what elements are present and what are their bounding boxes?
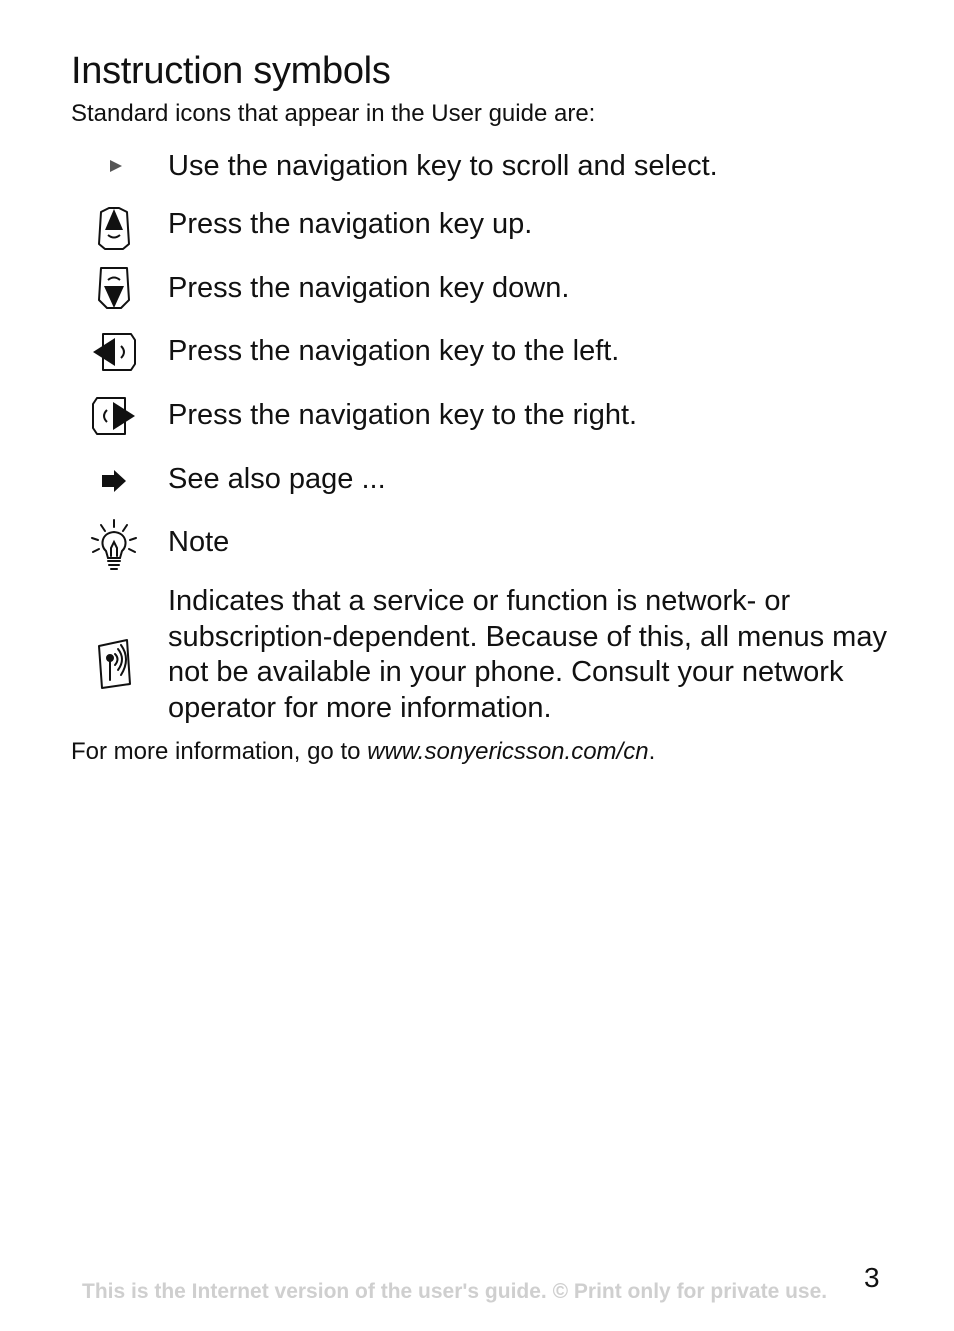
- symbol-text: Press the navigation key to the right.: [168, 399, 638, 431]
- intro-text: Standard icons that appear in the User guide are:: [71, 100, 596, 127]
- more-info-prefix: For more information, go to: [71, 738, 368, 765]
- page-number: 3: [864, 1262, 880, 1293]
- symbol-text: Press the navigation key to the left.: [168, 335, 620, 367]
- nav-key-left-icon: [84, 330, 144, 374]
- select-arrow-icon: [84, 156, 144, 176]
- nav-key-up-icon: [84, 204, 144, 252]
- symbol-text: Note: [168, 526, 230, 558]
- symbol-text: Press the navigation key up.: [168, 208, 533, 240]
- nav-key-down-icon: [84, 264, 144, 312]
- network-service-icon: [84, 636, 144, 690]
- lightbulb-note-icon: [84, 518, 144, 572]
- more-info-text: [71, 738, 655, 766]
- symbol-text: Press the navigation key down.: [168, 272, 570, 304]
- symbol-text: Use the navigation key to scroll and select.: [168, 150, 718, 182]
- page-title: Instruction symbols: [71, 50, 391, 92]
- symbol-text: Indicates that a service or function is network- or subscription-dependent. Because of this, all menus may not be available in your phone. Consult your network operator for more information.: [168, 585, 887, 724]
- nav-key-right-icon: [84, 394, 144, 438]
- more-info-suffix: .: [648, 738, 656, 765]
- website-link[interactable]: www.sonyericsson.com/cn: [367, 738, 649, 765]
- symbol-text: See also page ...: [168, 463, 386, 495]
- see-also-arrow-icon: [84, 468, 144, 494]
- watermark-text: This is the Internet version of the user's guide. © Print only for private use.: [82, 1280, 828, 1303]
